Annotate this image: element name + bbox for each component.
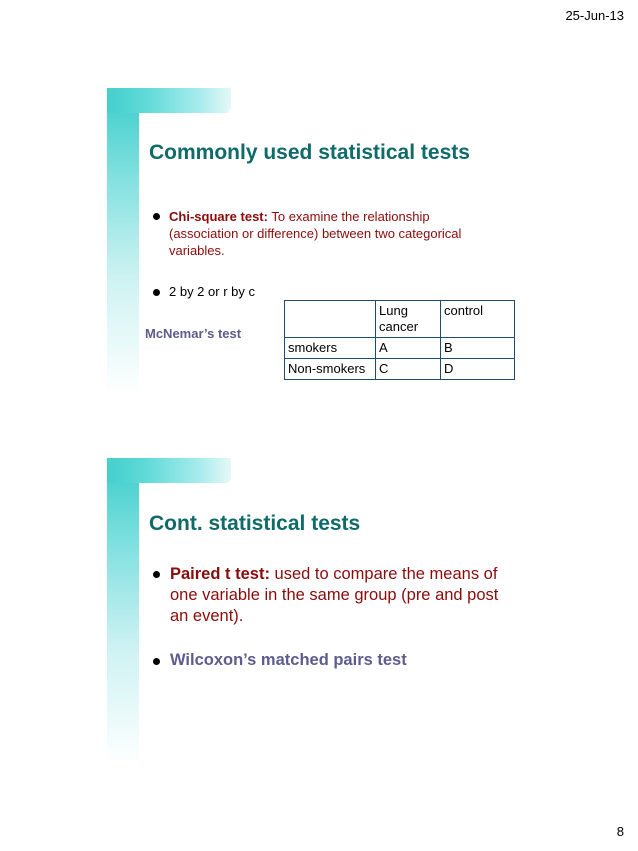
slide-title: Cont. statistical tests (149, 512, 361, 535)
bullet-text (169, 208, 473, 259)
bullet-body: used to compare the means of one variable in the same group (pre and post an event). (170, 565, 499, 625)
contingency-table (284, 300, 515, 380)
bullet-paired-t-test (153, 564, 508, 627)
table-cell: smokers (285, 338, 376, 359)
slide-1 (107, 88, 532, 398)
bullet-wilcoxon (153, 651, 407, 670)
bullet-chi-square (153, 208, 473, 259)
slide-title: Commonly used statistical tests (149, 141, 470, 164)
slide-decoration-tab (107, 458, 231, 483)
bullet-dot-icon (153, 571, 160, 578)
table-cell: A (376, 338, 441, 359)
table-cell: D (441, 359, 515, 380)
table-row (285, 338, 515, 359)
table-row (285, 359, 515, 380)
table-cell: control (441, 301, 515, 338)
slide-decoration-sidebar (107, 100, 139, 395)
slide-decoration-tab (107, 88, 231, 113)
table-cell: C (376, 359, 441, 380)
bullet-dot-icon (153, 213, 160, 220)
slide-2 (107, 458, 532, 768)
bullet-text: Wilcoxon’s matched pairs test (170, 651, 407, 669)
bullet-contingency (153, 284, 255, 299)
table-cell: B (441, 338, 515, 359)
bullet-lead: Paired t test: (170, 565, 270, 583)
table-cell (285, 301, 376, 338)
bullet-dot-icon (153, 658, 160, 665)
table-cell: Lung cancer (376, 301, 441, 338)
table-cell: Non-smokers (285, 359, 376, 380)
slide-decoration-sidebar (107, 470, 139, 765)
bullet-text: 2 by 2 or r by c (169, 284, 255, 299)
mcnemar-label: McNemar’s test (145, 326, 242, 341)
header-date: 25-Jun-13 (565, 8, 624, 23)
bullet-dot-icon (153, 289, 160, 296)
page-number: 8 (616, 824, 624, 839)
bullet-body: To examine the relationship (association or difference) between two categorical variables. (169, 209, 462, 258)
table-header-row (285, 301, 515, 338)
bullet-lead: Chi-square test: (169, 209, 268, 224)
bullet-text (170, 564, 508, 627)
